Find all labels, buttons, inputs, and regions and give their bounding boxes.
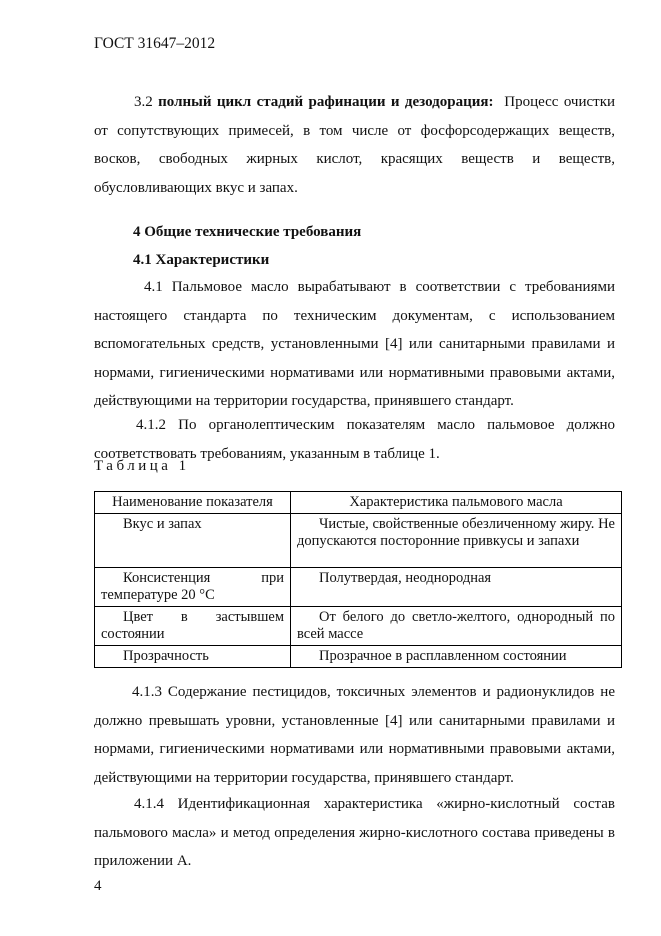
term-name: полный цикл стадий рафинации и дезодорация: — [158, 94, 494, 110]
term-definition: Процесс очистки от сопутствующих примесей, в том числе от фосфорсодержащих веществ, восков, свободных жирных кислот, красящих веществ и веществ, обусловливающих вкус и запах. — [94, 94, 616, 196]
table-row — [95, 646, 622, 668]
table-caption: Таблица 1 — [94, 458, 190, 474]
table-cell: Цвет в застывшем состоянии — [95, 607, 291, 646]
table-cell: Чистые, свойственные обезличенному жиру. Не допускаются посторонние привкусы и запахи — [291, 514, 622, 568]
document-header: ГОСТ 31647–2012 — [94, 35, 216, 52]
organoleptic-table — [94, 491, 622, 668]
paragraph-4-1-4: 4.1.4 Идентификационная характеристика «жирно-кислотный состав пальмового масла» и метод определения жирно-кислотного состава приведены в приложении А. — [94, 796, 615, 869]
table-cell: Прозрачное в расплавленном состоянии — [291, 646, 622, 668]
table-cell: Консистенция при температуре 20 °С — [95, 568, 291, 607]
table-cell: Вкус и запах — [95, 514, 291, 568]
table-cell: Прозрачность — [95, 646, 291, 668]
table-row — [95, 607, 622, 646]
table-row — [95, 568, 622, 607]
table-cell: От белого до светло-желтого, однородный по всей массе — [291, 607, 622, 646]
table-header-cell: Характеристика пальмового масла — [291, 492, 622, 514]
table-header-row — [95, 492, 622, 514]
term-number: 3.2 — [134, 94, 153, 110]
table-row — [95, 514, 622, 568]
paragraph-4-1-3: 4.1.3 Содержание пестицидов, токсичных элементов и радионуклидов не должно превышать уровни, установленные [4] или санитарными правилами и нормами, гигиеническими нормативами или нормативными правовыми актами, действующими на территории государства, принявшего стандарт. — [94, 684, 615, 786]
table-header-cell: Наименование показателя — [95, 492, 291, 514]
page-number: 4 — [94, 878, 102, 894]
section-heading-4: 4 Общие технические требования — [133, 224, 362, 240]
paragraph-4-1-1: 4.1 Пальмовое масло вырабатывают в соответствии с требованиями настоящего стандарта по техническим документам, с использованием вспомогательных средств, установленными [4] или санитарными правилами и нормами, гигиеническими нормативами или нормативными правовыми актами, действующими на территории государства, принявшего стандарт. — [94, 279, 615, 409]
subsection-heading-4-1: 4.1 Характеристики — [133, 252, 270, 268]
paragraph-4-1-2: 4.1.2 По органолептическим показателям масло пальмовое должно соответствовать требованиям, указанным в таблице 1. — [94, 417, 615, 462]
table-cell: Полутвердая, неоднородная — [291, 568, 622, 607]
paragraph-3-2 — [94, 88, 615, 202]
